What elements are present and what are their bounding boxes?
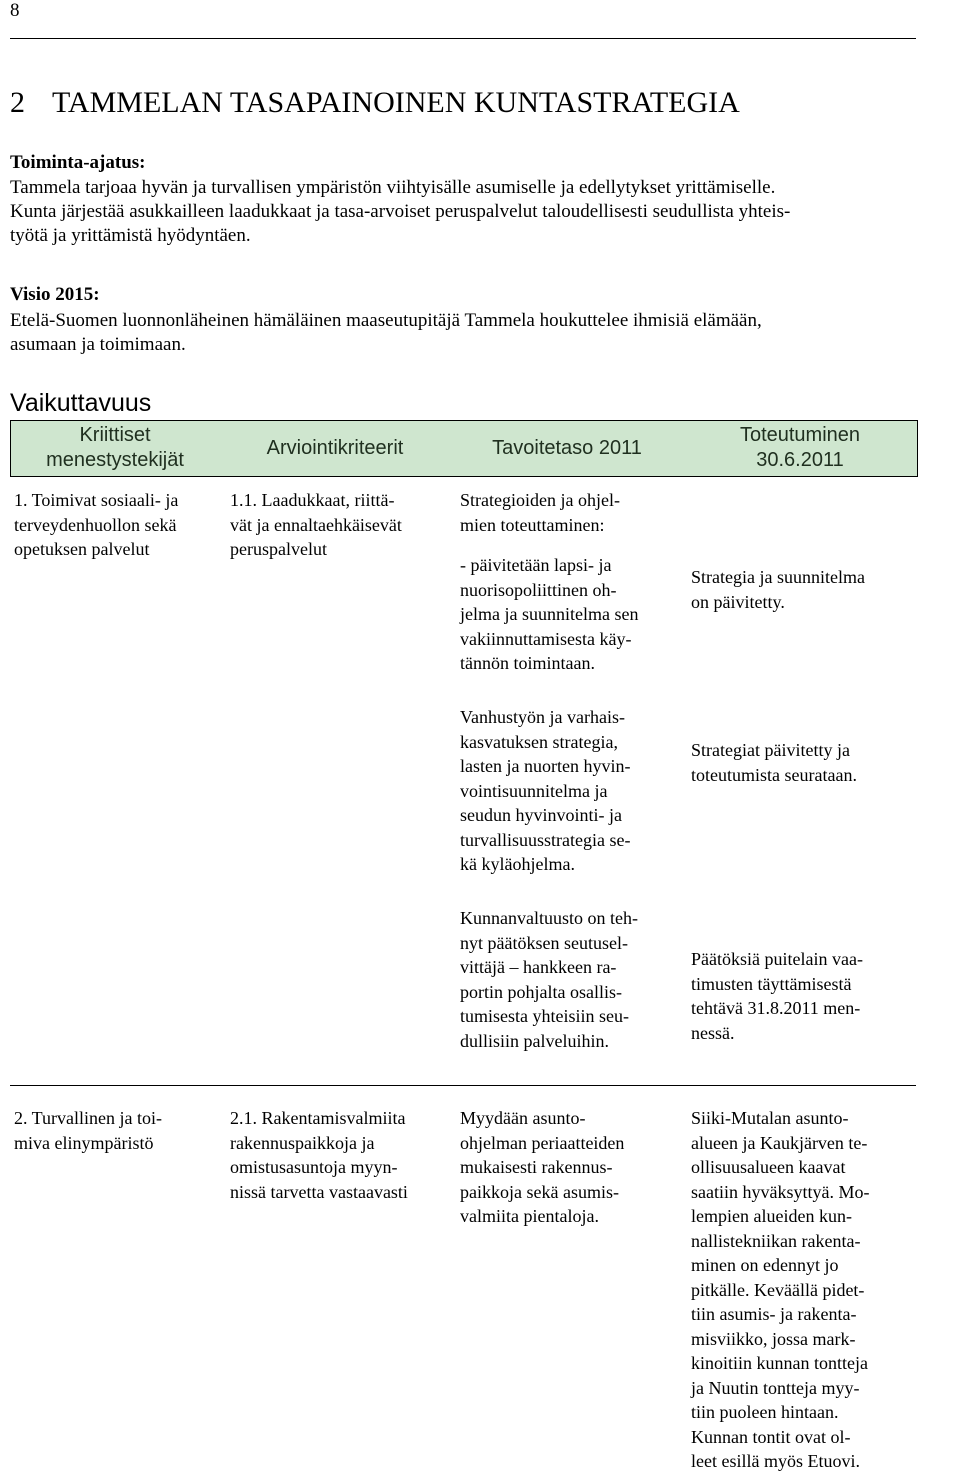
header-criteria: Arviointikriteerit: [266, 437, 404, 459]
text-line: ja Nuutin tontteja myy-: [691, 1377, 860, 1398]
text-line: lempien alueiden kun-: [691, 1206, 852, 1226]
text-line: portin pohjalta osallis-: [460, 981, 622, 1002]
text-line: dullisiin palveluihin.: [460, 1030, 609, 1051]
text-line: tiin asumis- ja rakenta-: [691, 1304, 857, 1324]
text-line: nissä tarvetta vastaavasti: [230, 1181, 408, 1202]
text-line: 1.1. Laadukkaat, riittä-: [230, 490, 395, 510]
header-line: menestystekijät: [46, 449, 184, 471]
chapter-heading: [10, 86, 740, 120]
text-line: peruspalvelut: [230, 539, 327, 559]
text-line: turvallisuusstrategia se-: [460, 829, 631, 850]
text-line: tumisesta yhteisiin seu-: [460, 1006, 629, 1026]
vision-line: Etelä-Suomen luonnonläheinen hämäläinen maaseutupitäjä Tammela houkuttelee ihmisiä elämään,: [10, 310, 762, 331]
row2-criterion: [230, 1106, 452, 1204]
mission-line: Tammela tarjoaa hyvän ja turvallisen ympäristön viihtyisälle asumiselle ja edellytykset yrittämiselle.: [10, 177, 776, 198]
mission-line: työtä ja yrittämistä hyödyntäen.: [10, 225, 251, 246]
chapter-number: 2: [10, 86, 25, 119]
row-divider: [10, 1085, 916, 1086]
header-line: 30.6.2011: [756, 449, 844, 471]
text-line: saatiin hyväksyttyä. Mo-: [691, 1181, 870, 1202]
text-line: opetuksen palvelut: [14, 539, 150, 559]
row1-result-strategies: [691, 738, 916, 787]
text-line: mukaisesti rakennus-: [460, 1157, 613, 1177]
text-line: Vanhustyön ja varhais-: [460, 707, 625, 727]
text-line: kasvatuksen strategia,: [460, 731, 618, 752]
text-line: vät ja ennaltaehkäisevät: [230, 514, 402, 535]
text-line: Strategia ja suunnitelma: [691, 567, 865, 587]
mission-line: Kunta järjestää asukkailleen laadukkaat ja tasa-arvoiset peruspalvelut taloudellisesti seudullista yhteis-: [10, 201, 791, 222]
text-line: Strategioiden ja ohjel-: [460, 490, 620, 510]
row1-target-youth-program: [460, 553, 685, 676]
text-line: timusten täyttämisestä: [691, 973, 852, 994]
row1-criterion: [230, 488, 452, 562]
text-line: nuorisopoliittinen oh-: [460, 579, 617, 600]
text-line: 1. Toimivat sosiaali- ja: [14, 490, 179, 510]
text-line: leet esillä myös Etuovi.: [691, 1451, 860, 1471]
text-line: tehtävä 31.8.2011 men-: [691, 998, 861, 1018]
text-line: Kunnanvaltuusto on teh-: [460, 908, 638, 928]
vision-line: asumaan ja toimimaan.: [10, 334, 186, 355]
row2-factor: [14, 1106, 224, 1155]
text-line: vittäjä – hankkeen ra-: [460, 957, 617, 977]
text-line: Kunnan tontit ovat ol-: [691, 1426, 851, 1447]
text-line: miva elinympäristö: [14, 1132, 154, 1153]
text-line: lasten ja nuorten hyvin-: [460, 756, 631, 776]
text-line: mien toteuttaminen:: [460, 514, 605, 535]
page-number: 8: [10, 0, 20, 21]
text-line: jelma ja suunnitelma sen: [460, 604, 639, 624]
text-line: on päivitetty.: [691, 591, 785, 612]
text-line: pitkälle. Keväällä pidet-: [691, 1279, 865, 1300]
header-realization: [686, 423, 914, 473]
text-line: omistusasuntoja myyn-: [230, 1157, 398, 1177]
header-line: Toteutuminen: [739, 424, 861, 446]
text-line: paikkoja sekä asumis-: [460, 1181, 619, 1202]
chapter-title: TAMMELAN TASAPAINOINEN KUNTASTRATEGIA: [52, 86, 740, 119]
text-line: rakennuspaikkoja ja: [230, 1132, 375, 1153]
text-line: misviikko, jossa mark-: [691, 1328, 856, 1349]
header-target-level: Tavoitetaso 2011: [492, 437, 642, 459]
row1-target-strategies: [460, 705, 685, 877]
text-line: minen on edennyt jo: [691, 1255, 839, 1275]
text-line: kä kyläohjelma.: [460, 854, 575, 874]
text-line: toteutumista seurataan.: [691, 764, 857, 785]
row1-target-intro: [460, 488, 685, 537]
row2-result: [691, 1106, 916, 1474]
text-line: 2. Turvallinen ja toi-: [14, 1108, 162, 1128]
text-line: vakiinnuttamisesta käy-: [460, 628, 632, 649]
text-line: ohjelman periaatteiden: [460, 1132, 625, 1153]
text-line: tännön toimintaan.: [460, 653, 595, 673]
row1-target-council-decision: [460, 906, 685, 1053]
text-line: ollisuusalueen kaavat: [691, 1157, 846, 1177]
text-line: vointisuunnitelma ja: [460, 780, 608, 801]
text-line: nessä.: [691, 1022, 735, 1043]
text-line: Strategiat päivitetty ja: [691, 740, 850, 760]
text-line: kinoitiin kunnan tontteja: [691, 1353, 868, 1373]
header-critical-factors: [12, 423, 218, 473]
mission-text: [10, 176, 955, 248]
text-line: tiin puoleen hintaan.: [691, 1402, 839, 1422]
text-line: Siiki-Mutalan asunto-: [691, 1108, 849, 1128]
text-line: valmiita pientaloja.: [460, 1206, 599, 1226]
vision-text: [10, 309, 955, 357]
vision-label: Visio 2015:: [10, 284, 100, 305]
text-line: nallistekniikan rakenta-: [691, 1230, 861, 1251]
header-line: Kriittiset: [79, 424, 151, 446]
text-line: nyt päätöksen seutusel-: [460, 932, 628, 953]
text-line: Päätöksiä puitelain vaa-: [691, 949, 863, 969]
text-line: terveydenhuollon sekä: [14, 514, 177, 535]
text-line: - päivitetään lapsi- ja: [460, 555, 612, 575]
row1-factor: [14, 488, 224, 562]
text-line: 2.1. Rakentamisvalmiita: [230, 1108, 406, 1128]
text-line: seudun hyvinvointi- ja: [460, 805, 622, 825]
row1-result-council-decision: [691, 947, 916, 1045]
row2-target: [460, 1106, 685, 1229]
mission-label: Toiminta-ajatus:: [10, 152, 146, 173]
section-title: Vaikuttavuus: [10, 389, 152, 417]
text-line: Myydään asunto-: [460, 1108, 586, 1128]
text-line: alueen ja Kaukjärven te-: [691, 1132, 868, 1153]
row1-result-youth-program: [691, 565, 916, 614]
header-rule: [10, 38, 916, 39]
